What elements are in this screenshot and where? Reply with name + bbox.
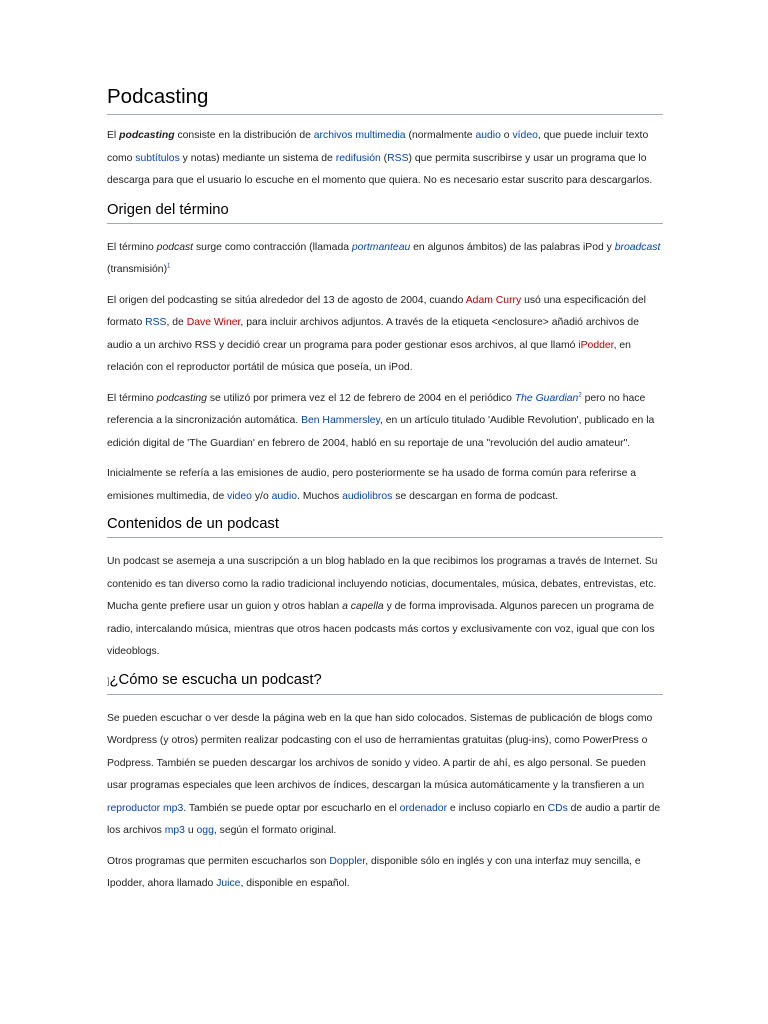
- reference-2[interactable]: 2: [578, 392, 582, 399]
- italic-term: podcast: [156, 241, 194, 253]
- text: de audio a partir de los archivos: [107, 802, 661, 836]
- intro-paragraph: [107, 125, 663, 193]
- link-reproductor-mp3[interactable]: reproductor mp3: [107, 802, 184, 814]
- link-ordenador[interactable]: ordenador: [399, 802, 448, 814]
- link-portmanteau[interactable]: portmanteau: [351, 241, 411, 253]
- text: Inicialmente se refería a las emisiones de audio, pero posteriormente se ha usado de forma común para referirse a emisiones multimedia, de: [107, 468, 637, 502]
- page-title: Podcasting: [107, 84, 663, 115]
- text: (normalmente: [405, 130, 476, 141]
- text: El término: [107, 392, 157, 404]
- article: [107, 84, 663, 896]
- origen-paragraph-1: [107, 237, 663, 282]
- text: se utilizó por primera vez el 12 de febrero de 2004 en el periódico: [206, 392, 515, 404]
- link-audio[interactable]: audio: [475, 130, 501, 141]
- text: , de: [166, 317, 187, 328]
- text: se descargan en forma de podcast.: [392, 490, 559, 502]
- link-audiolibros[interactable]: audiolibros: [342, 490, 393, 502]
- section-heading-contenidos: Contenidos de un podcast: [107, 514, 663, 538]
- reference-1[interactable]: 1: [167, 263, 171, 270]
- text: surge como contracción (llamada: [193, 241, 352, 253]
- origen-paragraph-2: [107, 290, 663, 380]
- text: u: [184, 825, 197, 836]
- text: El origen del podcasting se sitúa alrededor del 13 de agosto de 2004, cuando: [107, 294, 466, 306]
- text: . Muchos: [297, 490, 343, 502]
- section-heading-origen: Origen del término: [107, 200, 663, 224]
- link-adam-curry[interactable]: Adam Curry: [465, 294, 522, 306]
- text: El término: [107, 241, 157, 253]
- text: , para incluir archivos adjuntos. A través de la etiqueta <enclosure> añadió archivos de audio a un archivo RSS y decidió crear un programa para poder gestionar esos archivos, al que llamó: [107, 317, 639, 351]
- text: (transmisión): [107, 264, 168, 275]
- text: El: [107, 130, 120, 141]
- text: , disponible en español.: [240, 878, 350, 889]
- text: , disponible sólo en inglés y con una interfaz muy sencilla, e Ipodder, ahora llamado: [107, 855, 641, 889]
- link-archivos-multimedia[interactable]: archivos multimedia: [313, 130, 406, 141]
- link-cds[interactable]: CDs: [547, 802, 568, 814]
- link-video[interactable]: video: [227, 490, 252, 502]
- link-mp3[interactable]: mp3: [164, 825, 185, 836]
- link-juice[interactable]: Juice: [216, 878, 241, 889]
- edit-marker: ]: [107, 675, 110, 686]
- bold-term: podcasting: [119, 130, 175, 141]
- text: (: [380, 152, 388, 164]
- heading-text: ¿Cómo se escucha un podcast?: [109, 671, 322, 688]
- link-ben-hammersley[interactable]: Ben Hammersley: [301, 415, 380, 426]
- link-broadcast[interactable]: broadcast: [614, 241, 661, 253]
- text: y notas) mediante un sistema de: [179, 152, 336, 164]
- text: usó una especificación del formato: [107, 294, 646, 328]
- text: o: [500, 130, 513, 141]
- link-doppler[interactable]: Doppler: [329, 855, 366, 867]
- link-rss[interactable]: RSS: [387, 152, 409, 164]
- como-paragraph-2: [107, 851, 663, 896]
- section-heading-como-escucha: [107, 670, 663, 695]
- link-audio[interactable]: audio: [271, 490, 298, 502]
- text: , que puede incluir texto como: [107, 130, 649, 164]
- link-subtitulos[interactable]: subtítulos: [135, 152, 180, 164]
- text: . También se puede optar por escucharlo en el: [183, 802, 400, 814]
- contenidos-paragraph: [107, 551, 663, 664]
- text: en algunos ámbitos) de las palabras iPod y: [410, 241, 615, 253]
- text: , según el formato original.: [213, 825, 337, 836]
- link-ogg[interactable]: ogg: [196, 825, 214, 836]
- link-redifusion[interactable]: redifusión: [335, 152, 381, 164]
- link-rss[interactable]: RSS: [145, 317, 167, 328]
- text: y de forma improvisada. Algunos parecen un programa de radio, intercalando música, mientras que otros hacen podcasts más cortos y exclusivamente con voz, igual que con los videoblogs.: [107, 601, 655, 657]
- link-the-guardian[interactable]: The Guardian: [514, 392, 579, 404]
- text: pero no hace referencia a la sincronización automática.: [107, 392, 646, 426]
- text: Se pueden escuchar o ver desde la página web en la que han sido colocados. Sistemas de publicación de blogs como Wordpress (y otros) permiten realizar podcasting con el uso de herramientas gratuitas (plug-ins), como PowerPress o Podpress. También se pueden descargar los archivos de sonido y video. A partir de ahí, es algo personal. Se pueden usar programas especiales que leen archivos de índices, descargan la música automáticamente y la transfieren a un: [107, 712, 653, 791]
- italic-term: podcasting: [156, 392, 207, 404]
- text: Un podcast se asemeja a una suscripción a un blog hablado en la que recibimos los programas a través de Internet. Su contenido es tan diverso como la radio tradicional incluyendo noticias, documentales, música, debates, entrevistas, etc. Mucha gente prefiere usar un guion y otros hablan: [107, 556, 658, 612]
- text: consiste en la distribución de: [174, 130, 314, 141]
- text: , en un artículo titulado 'Audible Revolution', publicado en la edición digital de 'The Guardian' en febrero de 2004, habló en su reportaje de una "revolución del audio amateur".: [107, 415, 655, 449]
- link-ipodder[interactable]: iPodder: [578, 339, 614, 351]
- text: , en relación con el reproductor portátil de música que poseía, un iPod.: [107, 339, 631, 373]
- origen-paragraph-4: [107, 463, 663, 508]
- link-video[interactable]: vídeo: [512, 130, 538, 141]
- link-dave-winer[interactable]: Dave Winer: [186, 317, 241, 328]
- italic-term: a capella: [342, 601, 384, 612]
- text: Otros programas que permiten escucharlos son: [107, 855, 330, 867]
- text: e incluso copiarlo en: [447, 802, 548, 814]
- text: y/o: [251, 490, 272, 502]
- origen-paragraph-3: [107, 388, 663, 456]
- como-paragraph-1: [107, 708, 663, 843]
- text: ) que permita suscribirse y usar un programa que lo descarga para que el usuario lo escuche en el momento que quiera. No es necesario estar suscrito para descargarlos.: [107, 152, 653, 186]
